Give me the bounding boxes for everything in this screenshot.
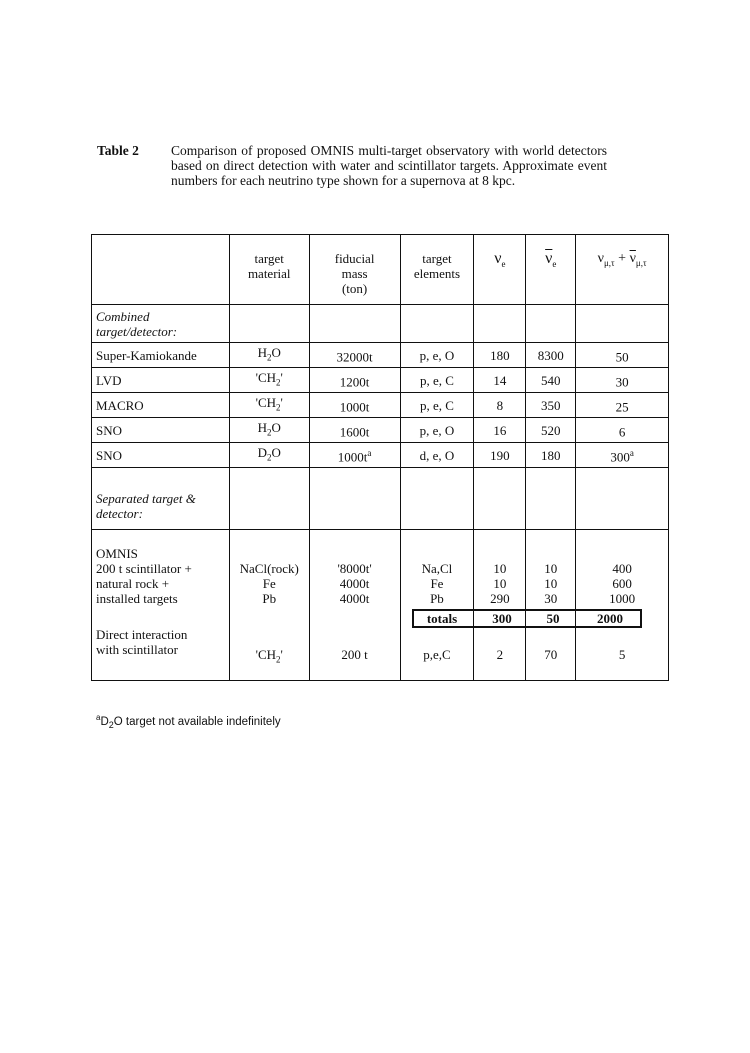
table-row	[92, 443, 669, 468]
target-material: $D_2O$	[229, 443, 309, 468]
fiducial-mass: 1200t	[309, 368, 400, 393]
target-elements: p, e, C	[400, 393, 474, 418]
target-material: '$CH_2$'	[229, 393, 309, 418]
header-blank	[92, 235, 230, 305]
separated-label: Separated target & detector:	[92, 468, 230, 530]
nu-mu-tau-count: 6	[576, 418, 669, 443]
target-material: $H_2O$	[229, 418, 309, 443]
detector-name: SNO	[92, 418, 230, 443]
fiducial-mass: 1000t	[309, 393, 400, 418]
header-fiducial-mass: fiducial mass (ton)	[309, 235, 400, 305]
combined-section-row	[92, 305, 669, 343]
nubar-e-count: 540	[526, 368, 576, 393]
target-material: $H_2O$	[229, 343, 309, 368]
totals-nubar-e: 50	[546, 610, 560, 626]
nu-e-count: 16	[474, 418, 526, 443]
target-elements: p, e, C	[400, 368, 474, 393]
totals-nu-e: 300	[492, 610, 512, 626]
omnis-nu-e: 10 10 290 2	[474, 530, 526, 681]
header-target-elements: target elements	[400, 235, 474, 305]
target-elements: p, e, O	[400, 343, 474, 368]
nubar-e-count: 8300	[526, 343, 576, 368]
table-row	[92, 418, 669, 443]
omnis-masses: '8000t' 4000t 4000t 200 t	[309, 530, 400, 681]
omnis-elements: Na,Cl Fe Pb p,e,C	[400, 530, 474, 681]
nu-mu-tau-count: 300$^a$	[576, 443, 669, 468]
nubar-e-count: 180	[526, 443, 576, 468]
header-nu-e: $\nu_e$	[474, 235, 526, 305]
target-elements: d, e, O	[400, 443, 474, 468]
totals-nu-mu-tau: 2000	[597, 610, 623, 626]
fiducial-mass: 1600t	[309, 418, 400, 443]
header-row	[92, 235, 669, 305]
nubar-e-count: 520	[526, 418, 576, 443]
detector-name: MACRO	[92, 393, 230, 418]
nu-e-count: 14	[474, 368, 526, 393]
table-label: Table 2	[97, 143, 139, 158]
nu-e-count: 190	[474, 443, 526, 468]
omnis-nu-mu-tau: 400 600 1000 5	[576, 530, 669, 681]
totals-label: totals	[426, 610, 458, 626]
table-caption	[97, 143, 607, 188]
omnis-row	[92, 530, 669, 681]
omnis-materials: NaCl(rock) Fe Pb '$CH_2$'	[229, 530, 309, 681]
fiducial-mass: $1000t^a$	[309, 443, 400, 468]
combined-label: Combined target/detector:	[92, 305, 230, 343]
table-row	[92, 393, 669, 418]
detector-name: LVD	[92, 368, 230, 393]
nu-mu-tau-count: 25	[576, 393, 669, 418]
header-target-material: target material	[229, 235, 309, 305]
caption-text: Comparison of proposed OMNIS multi-target observatory with world detectors based on direct detection with water and scintillator targets. Approximate event numbers for each neutrino type shown for a supernova at 8 kpc.	[171, 143, 607, 188]
detector-name: SNO	[92, 443, 230, 468]
target-elements: p, e, O	[400, 418, 474, 443]
totals-box	[412, 609, 642, 628]
nu-mu-tau-count: 50	[576, 343, 669, 368]
omnis-name-cell: OMNIS 200 t scintillator + natural rock + installed targets Direct interaction with scintillator	[92, 530, 230, 681]
nu-mu-tau-count: 30	[576, 368, 669, 393]
omnis-nubar-e: 10 10 30 70	[526, 530, 576, 681]
nu-e-count: 8	[474, 393, 526, 418]
table-row	[92, 343, 669, 368]
target-material: '$CH_2$'	[229, 368, 309, 393]
fiducial-mass: 32000t	[309, 343, 400, 368]
footnote: $^aD_2O$ target not available indefinitely	[96, 713, 281, 731]
detector-name: Super-Kamiokande	[92, 343, 230, 368]
nubar-e-count: 350	[526, 393, 576, 418]
separated-section-row	[92, 468, 669, 530]
table-row	[92, 368, 669, 393]
header-nu-mu-tau: $\nu_{\mu,\tau} + \overline{\nu}_{\mu,\tau}$	[576, 235, 669, 305]
header-nubar-e: $\overline{\nu}_e$	[526, 235, 576, 305]
nu-e-count: 180	[474, 343, 526, 368]
